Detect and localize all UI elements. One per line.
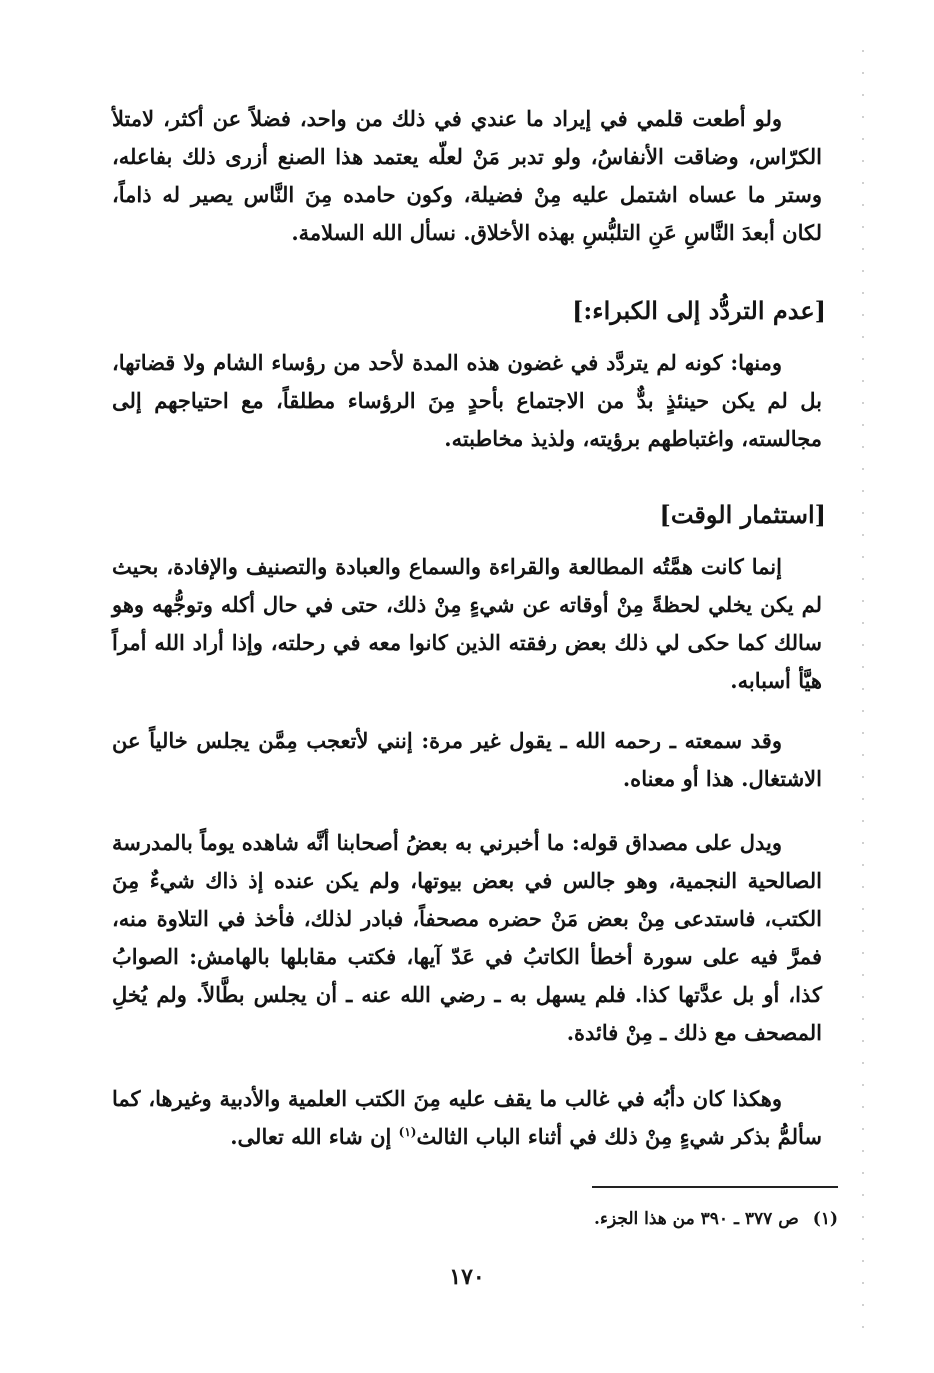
paragraph-6-block [112,1080,822,1156]
page-number: ١٧٠ [449,1264,485,1290]
paragraph-6 [112,1080,822,1156]
paragraph-2: ومنها: كونه لم يتردَّد في غضون هذه المدة لأحد من رؤساء الشام ولا قضاتها، بل لم يكن حينئذٍ بدٌّ من الاجتماع بأحدٍ مِنَ الرؤساء مطلقاً، مع احتياجهم إلى مجالسته، واغتباطهم برؤيته، ولذيذ مخاطبته. [112,350,822,451]
paragraph-1-block [112,100,822,252]
paragraph-5: ويدل على مصداق قوله: ما أخبرني به بعضُ أصحابنا أنَّه شاهده يوماً بالمدرسة الصالحية النجمية، وهو جالس في بعض بيوتها، ولم يكن عنده إذ ذاك شيءٌ مِنَ الكتب، فاستدعى مِنْ بعض مَنْ حضره مصحفاً، فبادر لذلك، فأخذ في التلاوة منه، فمرَّ فيه على سورة أخطأ الكاتبُ في عَدّ آيها، فكتب مقابلها بالهامش: الصوابُ كذا، أو بل عدَّتها كذا. فلم يسهل به ـ رضي الله عنه ـ أن يجلس بطَّالاً. ولم يُخلِ المصحف مع ذلك ـ مِنْ فائدة. [112,830,822,1045]
paragraph-6-text-a: وهكذا كان دأبُه في غالب ما يقف عليه مِنَ الكتب العلمية والأدبية وغيرها، كما سألمُّ بذكر شيءٍ مِنْ ذلك في أثناء الباب الثالث [112,1086,822,1149]
paragraph-6-text-b: إن شاء الله تعالى. [230,1124,399,1149]
paragraph-4-block [112,722,822,798]
paragraph-1: ولو أطعت قلمي في إيراد ما عندي في ذلك من واحد، فضلاً عن أكثر، لامتلأ الكرّاس، وضاقت الأنفاسُ، ولو تدبر مَنْ لعلّه يعتمد هذا الصنع أزرى ذلك بفاعله، وستر ما عساه اشتمل عليه مِنْ فضيلة، وكون حامده مِنَ النَّاس يصير له ذاماً، لكان أبعدَ النَّاسِ عَنِ التلبُّسِ بهذه الأخلاق. نسأل الله السلامة. [112,106,822,245]
scan-edge-speckle [862,40,864,1330]
section-heading-1: [عدم التردُّد إلى الكبراء:] [572,296,826,325]
paragraph-3-block [112,548,822,700]
footnote-text: ص ٣٧٧ ـ ٣٩٠ من هذا الجزء. [594,1209,799,1229]
footnote [594,1206,838,1232]
paragraph-5-block [112,824,822,1052]
paragraph-3: إنما كانت همَّتُه المطالعة والقراءة والسماع والعبادة والتصنيف والإفادة، بحيث لم يكن يخلي لحظةً مِنْ أوقاته عن شيءٍ مِنْ ذلك، حتى في حال أكله وتوجُّهه وهو سالك كما حكى لي ذلك بعض رفقته الذين كانوا معه في رحلته، وإذا أراد الله أمراً هيَّأ أسبابه. [112,554,822,693]
footnote-marker: (١) [812,1209,838,1229]
footnote-divider [592,1186,838,1188]
section-heading-2: [استثمار الوقت] [659,500,826,529]
paragraph-4: وقد سمعته ـ رحمه الله ـ يقول غير مرة: إنني لأتعجب مِمَّن يجلس خالياً عن الاشتغال. هذا أو معناه. [112,728,822,791]
footnote-reference: (١) [398,1125,417,1139]
paragraph-2-block [112,344,822,458]
